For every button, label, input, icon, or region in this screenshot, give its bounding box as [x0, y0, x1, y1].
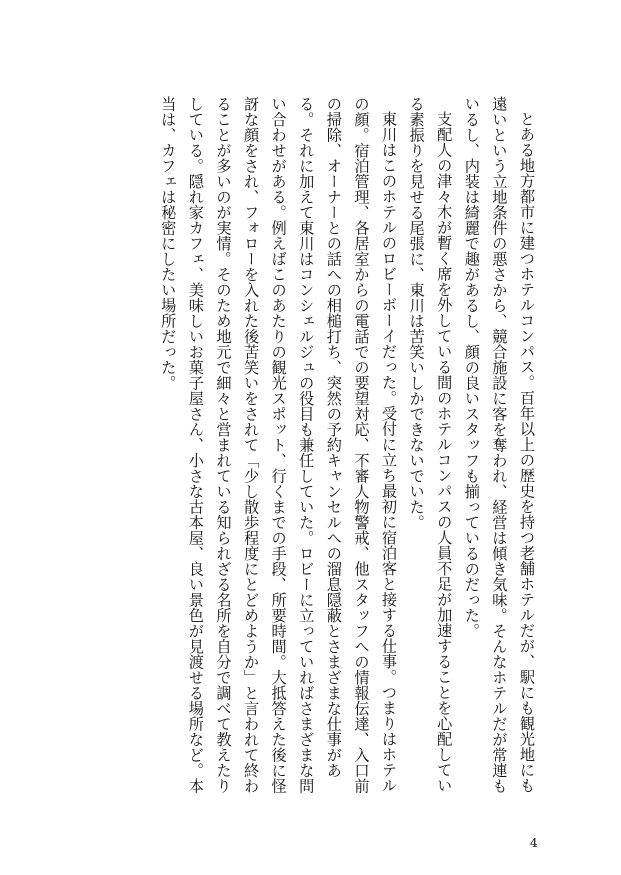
paragraph-2: 支配人の津々木が暫く席を外している間のホテルコンパスの人員不足が加速することを心配している素振りを見せる尾張に、東川は苦笑いしかできないでいた。 — [407, 96, 454, 794]
vertical-text-body — [130, 96, 540, 796]
paragraph-3: 東川はこのホテルのロビーボーイだった。受付に立ち最初に宿泊客と接する仕事。つまりはホテルの顔。宿泊管理、各居室からの電話での要望対応、不審人物警戒、他スタッフへの情報伝達、入口前の掃除、オーナーとの話への相槌打ち、突然の予約キャンセルへの溜息隠蔽とさまざまな仕事がある。それに加えて東川はコンシェルジュの役目も兼任していた。ロビーに立っていればさまざまな問い合わせがある。例えばこのあたりの観光スポット、行くまでの手段、所要時間。大抵答えた後に怪訝な顔をされ、フォローを入れた後苦笑いをされて「少し散歩程度にとどめようか」と言われて終わることが多いのが実情。そのため地元で細々と営まれている知られざる名所を自分で調べて教えたりしている。隠れ家カフェ、美味しいお菓子屋さん、小さな古本屋、良い景色が見渡せる場所など。本当は、カフェは秘密にしたい場所だった。 — [159, 96, 399, 794]
paragraph-1: とある地方都市に建つホテルコンパス。百年以上の歴史を持つ老舗ホテルだが、駅にも観光地にも遠いという立地条件の悪さから、競合施設に客を奪われ、経営は傾き気味。そんなホテルだが常連もいるし、内装は綺麗で趣があるし、顔の良いスタッフも揃っているのだった。 — [462, 96, 536, 794]
page-number: 4 — [530, 836, 538, 850]
